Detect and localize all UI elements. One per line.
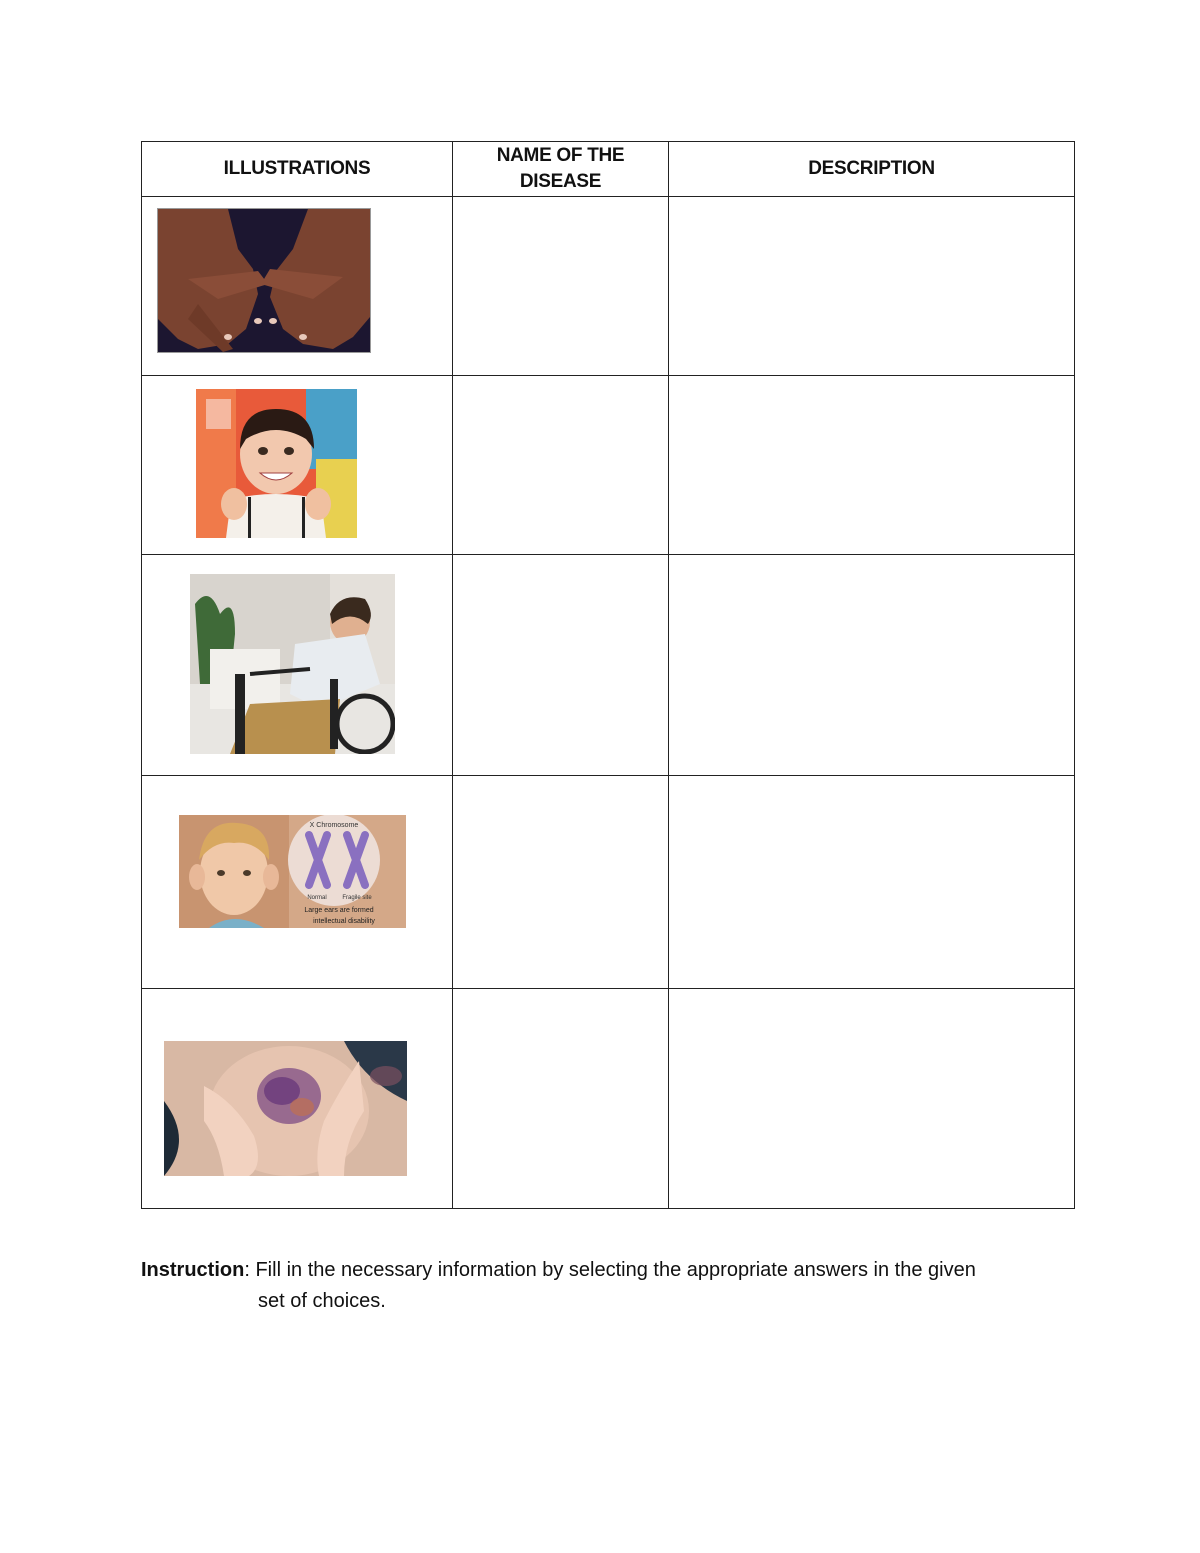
fragile-x-fragile-label: Fragile site <box>342 895 372 901</box>
illustration-cell <box>142 197 453 376</box>
disease-name-cell[interactable] <box>453 197 669 376</box>
instruction-block <box>141 1255 1101 1317</box>
disease-name-cell[interactable] <box>453 989 669 1209</box>
table-row <box>142 376 1075 555</box>
table-header-row <box>142 142 1075 197</box>
header-name-line2: DISEASE <box>519 171 602 192</box>
fragile-x-caption-2: intellectual disability <box>313 918 375 925</box>
table-row <box>142 776 1075 989</box>
woman-in-wheelchair-photo <box>190 574 395 754</box>
swollen-hands-photo <box>157 208 371 353</box>
bruised-knee-photo <box>164 1041 407 1176</box>
table-row <box>142 989 1075 1209</box>
smiling-child-thumbs-up-photo <box>196 389 357 538</box>
fragile-x-caption-1: Large ears are formed <box>304 907 374 914</box>
description-cell[interactable] <box>669 989 1075 1209</box>
instruction-text-line1: Fill in the necessary information by selecting the appropriate answers in the given <box>255 1259 976 1281</box>
illustration-cell <box>142 376 453 555</box>
fragile-x-normal-label: Normal <box>307 895 327 901</box>
illustration-cell <box>142 776 453 989</box>
disease-name-cell[interactable] <box>453 376 669 555</box>
description-cell[interactable] <box>669 376 1075 555</box>
header-description: DESCRIPTION <box>669 142 1075 197</box>
table-row <box>142 197 1075 376</box>
instruction-label: Instruction <box>141 1259 245 1281</box>
header-name-line1: NAME OF THE <box>496 145 625 166</box>
illustration-cell <box>142 555 453 776</box>
disease-worksheet-table <box>141 141 1075 1209</box>
description-cell[interactable] <box>669 776 1075 989</box>
disease-name-cell[interactable] <box>453 555 669 776</box>
child-with-x-chromosome-diagram <box>179 815 406 928</box>
header-name-of-disease <box>453 142 669 197</box>
instruction-separator: : <box>244 1259 250 1281</box>
disease-name-cell[interactable] <box>453 776 669 989</box>
header-illustrations: ILLUSTRATIONS <box>142 142 453 197</box>
instruction-text-line2: set of choices. <box>258 1290 386 1312</box>
table-row <box>142 555 1075 776</box>
illustration-cell <box>142 989 453 1209</box>
description-cell[interactable] <box>669 555 1075 776</box>
description-cell[interactable] <box>669 197 1075 376</box>
fragile-x-title: X Chromosome <box>309 822 359 829</box>
instruction-line-1 <box>141 1255 1101 1286</box>
